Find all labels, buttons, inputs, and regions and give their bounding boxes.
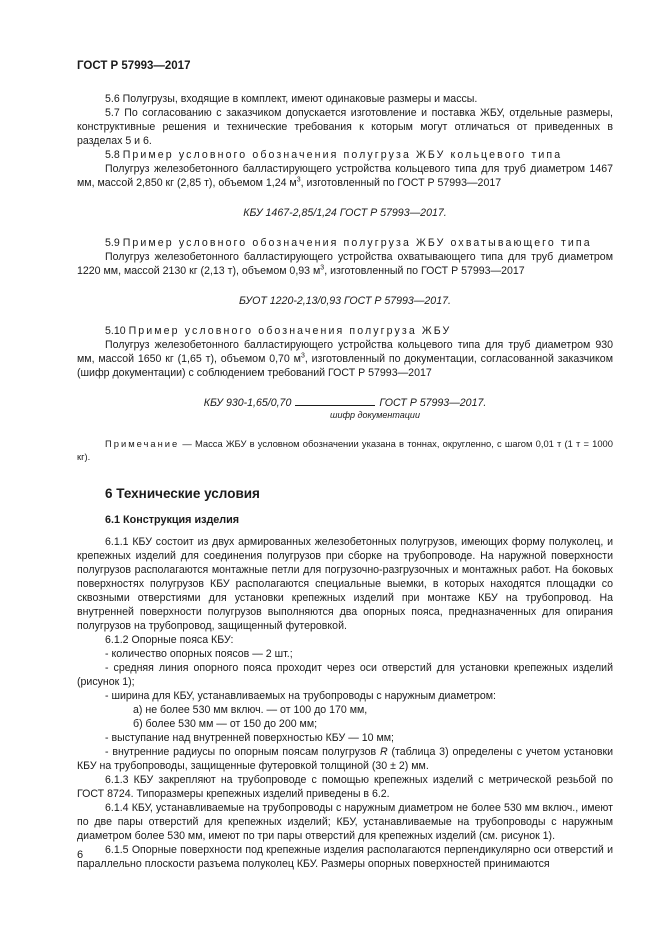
list-subitem: б) более 530 мм — от 150 до 200 мм;	[133, 718, 318, 730]
page-body	[77, 92, 613, 871]
designation-code: КБУ 930-1,65/0,70	[203, 397, 292, 409]
section-6-title: 6 Технические условия	[105, 486, 260, 501]
example-text: Полугруз железобетонного балластирующего устройства кольцевого типа для труб диаметром 1467 мм, массой 2,850 кг (2,85 т), объемом 1,24 м	[77, 163, 613, 189]
list-item: - ширина для КБУ, устанавливаемых на трубопроводы с наружным диаметром:	[105, 690, 497, 702]
list-item	[77, 745, 613, 773]
example-number: 5.10	[105, 325, 126, 337]
example-5-9-heading	[77, 236, 613, 250]
example-5-10-text	[77, 338, 613, 380]
superscript: 3	[320, 264, 325, 272]
cipher-caption: шифр документации	[330, 410, 420, 420]
superscript: 3	[296, 176, 301, 184]
paragraph-6-1-2: 6.1.2 Опорные пояса КБУ:	[105, 634, 234, 646]
designation-standard: ГОСТ Р 57993—2017.	[379, 397, 487, 409]
note-text: — Масса ЖБУ в условном обозначении указана в тоннах, округленно, с шагом 0,01 т (1 т = 1000 кг).	[77, 438, 613, 462]
paragraph-6-1-4: 6.1.4 КБУ, устанавливаемые на трубопроводы с наружным диаметром не более 530 мм включ., имеют по две пары отверстий для крепежных изделий; КБУ, устанавливаемые на трубопроводы с наружным диаметром более 530 мм, имеют по три пары отверстий для крепежных изделий (см. рисунок 1).	[77, 802, 613, 842]
example-heading: Пример условного обозначения полугруза ЖБУ кольцевого типа	[122, 149, 563, 161]
designation-5-8: КБУ 1467-2,85/1,24 ГОСТ Р 57993—2017.	[243, 207, 447, 219]
list-item: - количество опорных поясов — 2 шт.;	[105, 648, 293, 660]
example-heading: Пример условного обозначения полугруза ЖБУ охватывающего типа	[122, 237, 592, 249]
example-text-end: , изготовленный по документации, согласованной заказчиком (шифр документации) с соблюдением требований ГОСТ Р 57993—2017	[77, 353, 613, 379]
example-text-end: , изготовленный по ГОСТ Р 57993—2017	[300, 177, 502, 189]
cipher-underline	[295, 405, 375, 406]
example-5-8-heading	[77, 148, 613, 162]
paragraph-6-1-5: 6.1.5 Опорные поверхности под крепежные изделия располагаются перпендикулярно оси отверстий и параллельно плоскости разъема полуколец КБУ. Размеры опорных поверхностей принимаются	[77, 844, 613, 870]
note-label: Примечание	[105, 438, 180, 449]
paragraph-5-7: 5.7 По согласованию с заказчиком допускается изготовление и поставка ЖБУ, отдельные размеры, конструктивные решения и технические требования к которым могут отличаться от приведенных в разделах 5 и 6.	[77, 107, 613, 147]
example-number: 5.9	[105, 237, 120, 249]
example-5-10-heading	[77, 324, 613, 338]
example-heading: Пример условного обозначения полугруза ЖБУ	[128, 325, 452, 337]
designation-5-9: БУОТ 1220-2,13/0,93 ГОСТ Р 57993—2017.	[239, 295, 451, 307]
example-5-8-text	[77, 162, 613, 190]
example-number: 5.8	[105, 149, 120, 161]
paragraph-6-1-3: 6.1.3 КБУ закрепляют на трубопроводе с помощью крепежных изделий с метрической резьбой по ГОСТ 8724. Типоразмеры крепежных изделий приведены в 6.2.	[77, 774, 613, 800]
document-header: ГОСТ Р 57993—2017	[77, 60, 191, 72]
designation-5-10	[77, 396, 613, 410]
paragraph-6-1-1: 6.1.1 КБУ состоит из двух армированных железобетонных полугрузов, имеющих форму полуколец, и крепежных изделий для соединения полугрузов при сборке на трубопроводе. На наружной поверхности полугрузов располагаются монтажные петли для погрузочно-разгрузочных и монтажных работ. На боковых поверхностях полугрузов КБУ располагаются специальные выемки, в которых находятся площадки со сквозными отверстиями для установки крепежных изделий при монтаже КБУ на трубопровод. На внутренней поверхности полугрузов выполняются два опорных пояса, предназначенных для опирания полугрузов на трубопровод, защищенный футеровкой.	[77, 536, 613, 632]
paragraph-5-6: 5.6 Полугрузы, входящие в комплект, имеют одинаковые размеры и массы.	[105, 93, 478, 105]
list-item: - средняя линия опорного пояса проходит через оси отверстий для установки крепежных изделий (рисунок 1);	[77, 662, 613, 688]
list-text-end: (таблица 3) определены с учетом установки КБУ на трубопроводы, защищенные футеровкой толщиной (30 ± 2) мм.	[77, 746, 613, 772]
subsection-6-1-title: 6.1 Конструкция изделия	[105, 514, 240, 526]
list-text: - внутренние радиусы по опорным поясам полугрузов	[105, 746, 381, 758]
page-number: 6	[77, 849, 84, 861]
list-subitem: а) не более 530 мм включ. — от 100 до 170 мм,	[133, 704, 368, 716]
example-text: Полугруз железобетонного балластирующего устройства кольцевого типа для труб диаметром 930 мм, массой 1650 кг (1,65 т), объемом 0,70 м	[77, 339, 613, 365]
list-item: - выступание над внутренней поверхностью КБУ — 10 мм;	[105, 732, 394, 744]
note	[77, 437, 613, 463]
example-text: Полугруз железобетонного балластирующего устройства охватывающего типа для труб диаметром 1220 мм, массой 2130 кг (2,13 т), объемом 0,93 м	[77, 251, 613, 277]
radius-symbol: R	[380, 746, 388, 758]
example-5-9-text	[77, 250, 613, 278]
superscript: 3	[300, 352, 305, 360]
example-text-end: , изготовленный по ГОСТ Р 57993—2017	[324, 265, 525, 277]
